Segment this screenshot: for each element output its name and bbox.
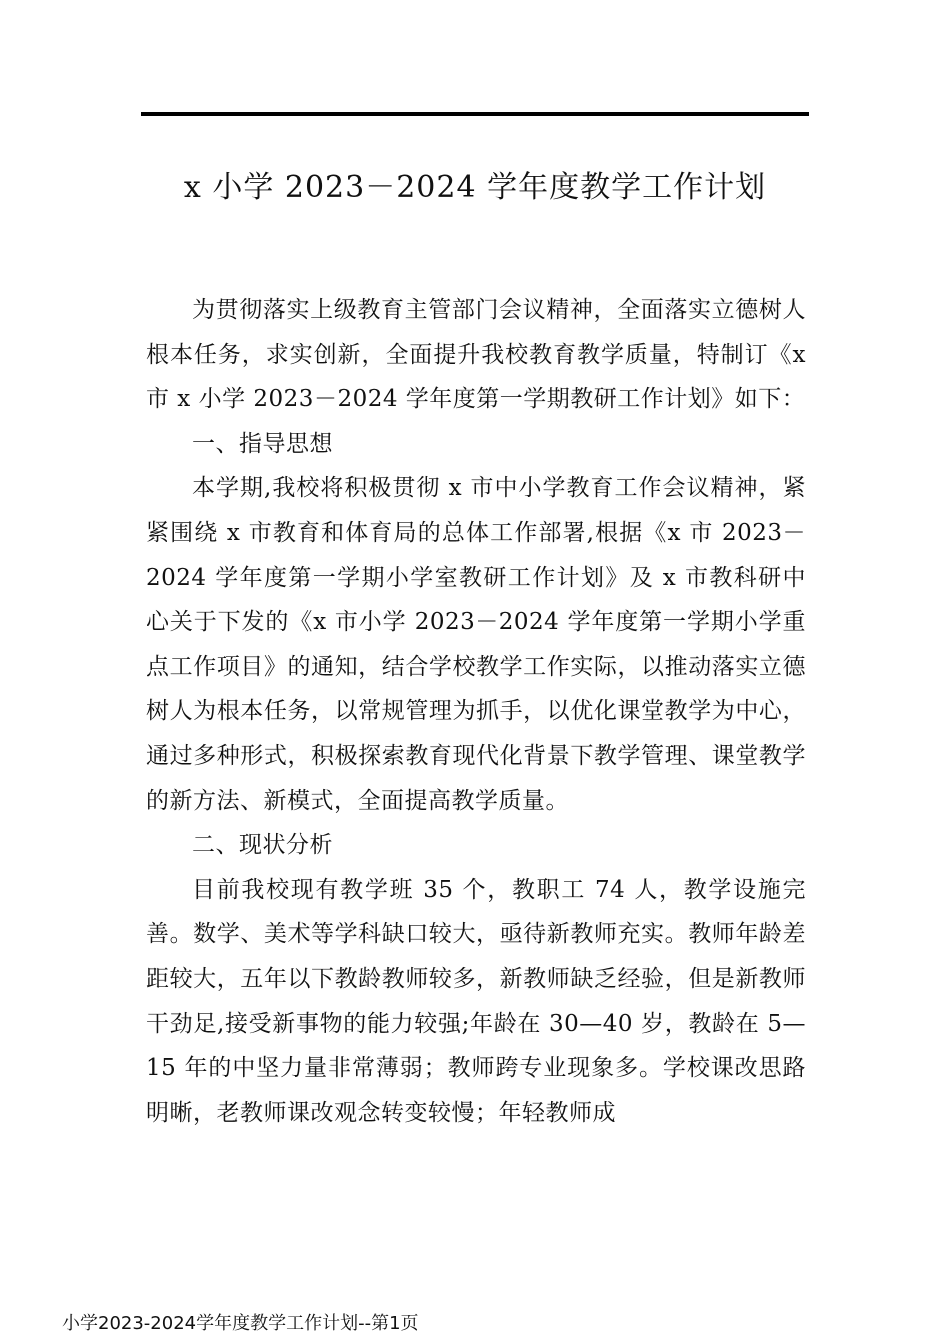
page-footer: 小学2023-2024学年度教学工作计划--第1页: [62, 1313, 419, 1334]
section-heading-status-analysis: 二、现状分析: [192, 832, 333, 859]
guiding-ideology-paragraph: 本学期,我校将积极贯彻 x 市中小学教育工作会议精神，紧紧围绕 x 市教育和体育局的总体工作部署,根据《x 市 2023－2024 学年度第一学期小学室教研工作计划》及 x 市教科研中心关于下发的《x 市小学 2023－2024 学年度第一学期小学重点工作项目》的通知，结合学校教学工作实际，以推动落实立德树人为根本任务，以常规管理为抓手，以优化课堂教学为中心，通过多种形式，积极探索教育现代化背景下教学管理、课堂教学的新方法、新模式，全面提高教学质量。: [146, 475, 806, 814]
document-body: [146, 288, 806, 1135]
section-heading-guiding-ideology: 一、指导思想: [192, 430, 333, 457]
status-analysis-paragraph: 目前我校现有教学班 35 个，教职工 74 人，教学设施完善。数学、美术等学科缺口较大，亟待新教师充实。教师年龄差距较大，五年以下教龄教师较多，新教师缺乏经验，但是新教师干劲足,接受新事物的能力较强;年龄在 30—40 岁，教龄在 5—15 年的中坚力量非常薄弱；教师跨专业现象多。学校课改思路明晰，老教师课改观念转变较慢；年轻教师成: [146, 876, 806, 1126]
header-rule: [141, 112, 809, 116]
intro-paragraph: 为贯彻落实上级教育主管部门会议精神，全面落实立德树人根本任务，求实创新，全面提升我校教育教学质量，特制订《x 市 x 小学 2023－2024 学年度第一学期教研工作计划》如下：: [146, 297, 806, 413]
document-title: x 小学 2023－2024 学年度教学工作计划: [183, 170, 767, 205]
